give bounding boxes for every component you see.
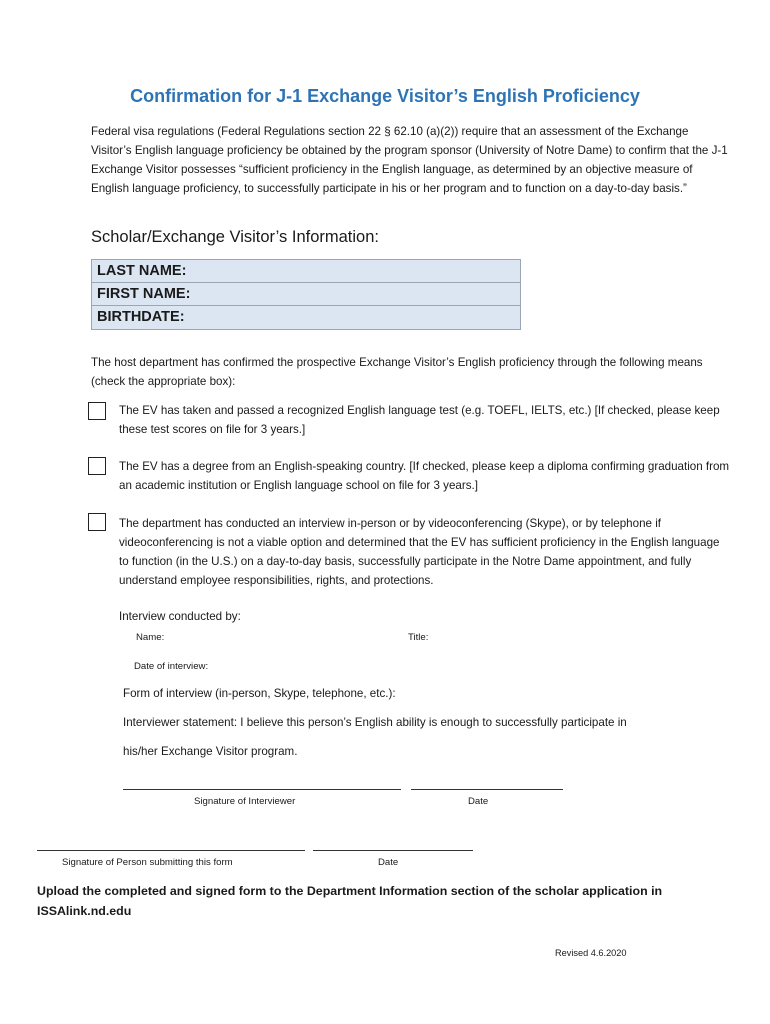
interviewer-name-label: Name: — [136, 632, 165, 643]
interviewer-statement-line1: Interviewer statement: I believe this person’s English ability is enough to successfully participate in — [123, 716, 627, 729]
english-test-checkbox[interactable] — [88, 402, 106, 420]
birthdate-label: BIRTHDATE: — [97, 309, 185, 325]
interview-conducted-by-label: Interview conducted by: — [119, 610, 241, 623]
interviewer-signature-line[interactable] — [123, 789, 401, 790]
first-name-field[interactable] — [92, 283, 520, 306]
submitter-date-caption: Date — [378, 857, 399, 868]
birthdate-field[interactable] — [92, 306, 520, 329]
intro-paragraph: Federal visa regulations (Federal Regulations section 22 § 62.10 (a)(2)) require that an assessment of the Exchange Visitor’s English language proficiency be obtained by the program sponsor (University of Notre Dame) to confirm that the J-1 Exchange Visitor possesses “sufficient proficiency in the English language, as determined by an objective measure of English language proficiency, to successfully participate in his or her program and to function on a day-to-day basis.” — [91, 125, 728, 195]
interview-date-label: Date of interview: — [134, 661, 209, 672]
interview-form-label: Form of interview (in-person, Skype, telephone, etc.): — [123, 687, 396, 700]
english-test-option-text: The EV has taken and passed a recognized English language test (e.g. TOEFL, IELTS, etc.) [If checked, please keep these test scores on file for 3 years.] — [119, 404, 720, 436]
interview-option-text: The department has conducted an interview in-person or by videoconferencing (Skype), or by telephone if videoconferencing is not a viable option and determined that the EV has sufficient proficiency in the English language to function (in the U.S.) on a day-to-day basis, successfully participate in the Notre Dame appointment, and fully understand employee responsibilities, rights, and protections. — [119, 517, 720, 587]
first-name-label: FIRST NAME: — [97, 286, 191, 302]
revision-date: Revised 4.6.2020 — [555, 948, 627, 958]
scholar-info-heading: Scholar/Exchange Visitor’s Information: — [91, 228, 379, 246]
upload-instructions: Upload the completed and signed form to the Department Information section of the scholar application in ISSAlink.nd.edu — [37, 884, 663, 918]
page-title: Confirmation for J-1 Exchange Visitor’s English Proficiency — [130, 86, 640, 106]
interview-checkbox[interactable] — [88, 513, 106, 531]
last-name-field[interactable] — [92, 260, 520, 283]
interviewer-statement-line2: his/her Exchange Visitor program. — [123, 745, 298, 758]
interviewer-signature-label: Signature of Interviewer — [194, 796, 296, 807]
submitter-date-line[interactable] — [313, 850, 473, 851]
means-instructions: The host department has confirmed the prospective Exchange Visitor’s English proficiency through the following means (check the appropriate box): — [91, 356, 703, 388]
interviewer-date-caption: Date — [468, 796, 489, 807]
english-degree-checkbox[interactable] — [88, 457, 106, 475]
submitter-signature-label: Signature of Person submitting this form — [62, 857, 233, 868]
interviewer-date-line[interactable] — [411, 789, 563, 790]
submitter-signature-line[interactable] — [37, 850, 305, 851]
last-name-label: LAST NAME: — [97, 263, 187, 279]
english-degree-option-text: The EV has a degree from an English-speaking country. [If checked, please keep a diploma confirming graduation from an academic institution or English language school on file for 3 years.] — [119, 460, 730, 492]
scholar-info-table — [91, 259, 521, 330]
interviewer-title-label: Title: — [408, 632, 429, 643]
